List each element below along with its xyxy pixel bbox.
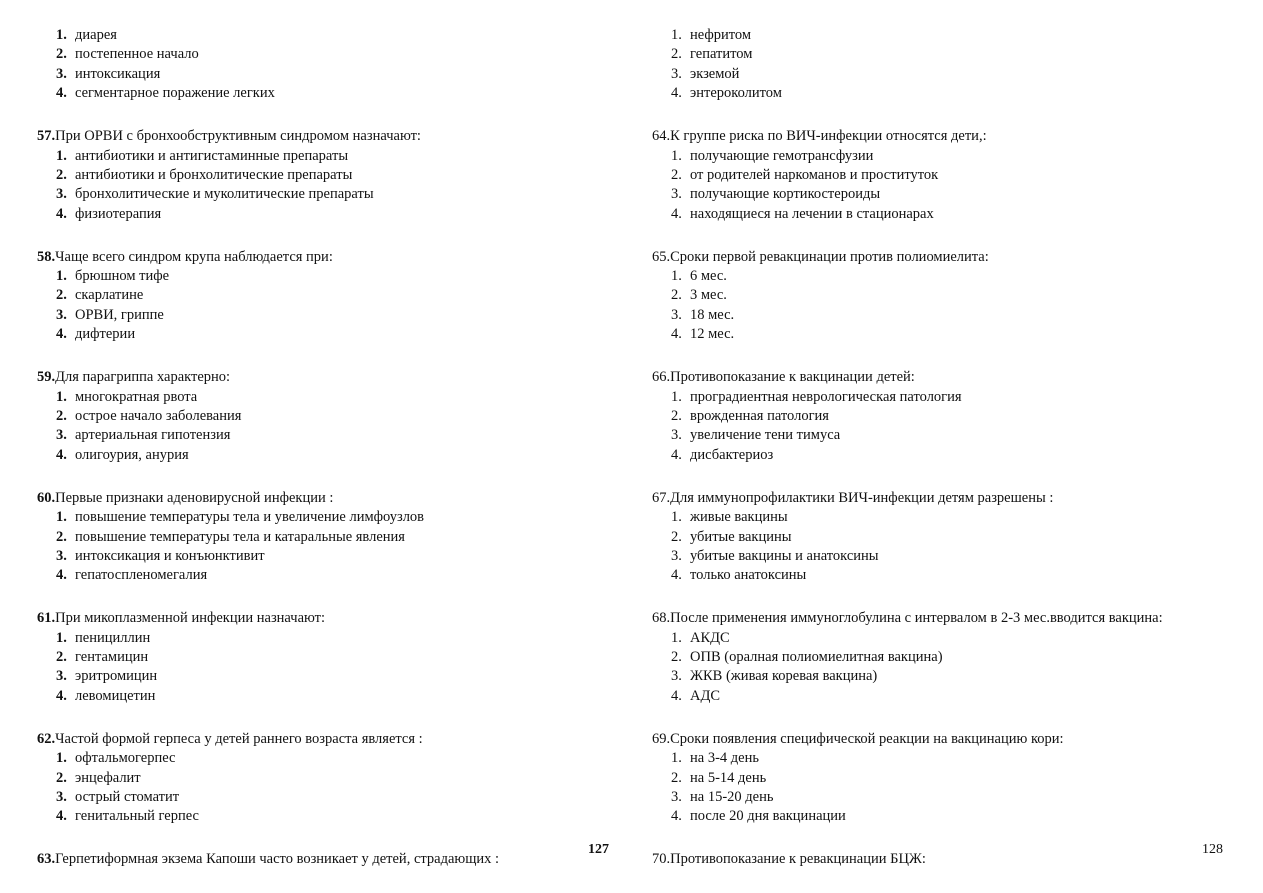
option-text: физиотерапия (75, 205, 162, 222)
option-number: 3. (671, 306, 682, 323)
option-number: 4. (671, 205, 682, 222)
option-number: 2. (56, 649, 67, 666)
question-title (37, 730, 597, 749)
option-text: гентамицин (75, 649, 149, 666)
question-number: 63. (37, 851, 56, 868)
option-text: получающие гемотрансфузии (690, 147, 874, 164)
option (56, 26, 597, 45)
option-number: 1. (56, 509, 67, 526)
option-number: 3. (671, 789, 682, 805)
option-number: 3. (56, 186, 67, 203)
question-number: 68. (652, 610, 671, 627)
option-number: 3. (671, 65, 682, 82)
question-63 (37, 850, 597, 869)
option-number: 1. (56, 750, 67, 767)
option (671, 166, 1252, 185)
option (671, 446, 1252, 465)
option-number: 2. (56, 769, 67, 786)
question-title (37, 489, 597, 508)
option-number: 3. (56, 306, 67, 323)
option-list (37, 26, 597, 104)
question-text: Частой формой герпеса у детей раннего возраста является : (55, 730, 423, 747)
option-text: 6 мес. (690, 268, 727, 285)
question-56-continuation (37, 26, 597, 104)
option-list (37, 267, 597, 345)
option-number: 4. (671, 567, 682, 584)
option-text: гепатоспленомегалия (75, 567, 208, 584)
question-text: Чаще всего синдром крупа наблюдается при: (55, 248, 333, 265)
option-text: острый стоматит (75, 789, 180, 805)
option-number: 1. (671, 268, 682, 285)
question-number: 64. (652, 128, 671, 145)
option-number: 4. (56, 205, 67, 222)
option-text: ОПВ (оралная полиомиелитная вакцина) (690, 649, 943, 666)
option (56, 65, 597, 84)
question-61 (37, 609, 597, 706)
option-text: дисбактериоз (690, 446, 774, 463)
option-text: эритромицин (75, 668, 158, 685)
option-text: дифтерии (75, 326, 136, 343)
option (56, 687, 597, 706)
question-title (37, 127, 597, 146)
question-text: При ОРВИ с бронхообструктивным синдромом назначают: (55, 128, 421, 145)
option-text: живые вакцины (690, 509, 788, 526)
option-number: 2. (671, 408, 682, 424)
option-number: 1. (56, 147, 67, 164)
question-title (652, 850, 1252, 869)
option-number: 2. (56, 287, 67, 304)
option-number: 3. (671, 547, 682, 564)
option (671, 286, 1252, 305)
option (56, 185, 597, 204)
question-title (652, 248, 1252, 267)
option-text: 12 мес. (690, 326, 735, 343)
option-text: находящиеся на лечении в стационарах (690, 205, 934, 222)
question-number: 60. (37, 489, 56, 506)
option-number: 1. (56, 629, 67, 646)
option-list (652, 26, 1252, 104)
option-text: антибиотики и бронхолитические препараты (75, 166, 353, 183)
option-text: острое начало заболевания (75, 408, 242, 424)
option-text: после 20 дня вакцинации (690, 808, 846, 825)
option-number: 4. (56, 687, 67, 704)
option (671, 667, 1252, 686)
option (671, 629, 1252, 648)
question-title (37, 850, 597, 869)
option (671, 426, 1252, 445)
question-title (37, 248, 597, 267)
option-number: 4. (56, 567, 67, 584)
question-66 (652, 368, 1252, 465)
page-number-left: 127 (588, 842, 609, 857)
option-text: врожденная патология (690, 408, 829, 424)
right-page (652, 26, 1252, 893)
option-text: увеличение тени тимуса (690, 427, 841, 444)
page-number-right: 128 (1202, 842, 1223, 857)
option-text: диарея (75, 27, 117, 43)
option-text: на 5-14 день (690, 769, 767, 786)
option-text: скарлатине (75, 287, 144, 304)
option-number: 4. (671, 85, 682, 102)
question-58 (37, 248, 597, 345)
option-text: офтальмогерпес (75, 750, 176, 767)
option-number: 1. (671, 147, 682, 164)
option (56, 769, 597, 788)
option-number: 1. (671, 750, 682, 767)
option-text: артериальная гипотензия (75, 427, 231, 444)
option (56, 508, 597, 527)
option-number: 3. (56, 427, 67, 444)
option-text: брюшном тифе (75, 268, 170, 285)
option-list (37, 147, 597, 225)
option-number: 4. (671, 687, 682, 704)
option-text: интоксикация и конъюнктивит (75, 547, 265, 564)
option-list (652, 388, 1252, 466)
question-number: 61. (37, 610, 56, 627)
option-number: 1. (671, 629, 682, 646)
option-number: 3. (671, 186, 682, 203)
option-text: энтероколитом (690, 85, 782, 102)
question-number: 57. (37, 128, 56, 145)
question-number: 59. (37, 369, 56, 386)
question-59 (37, 368, 597, 465)
option (56, 205, 597, 224)
option-list (652, 749, 1252, 827)
option-list (37, 749, 597, 827)
question-70 (652, 850, 1252, 869)
option (56, 407, 597, 426)
option (56, 286, 597, 305)
option (56, 446, 597, 465)
option-number: 4. (671, 446, 682, 463)
option-number: 2. (671, 287, 682, 304)
option (671, 407, 1252, 426)
option-number: 4. (671, 808, 682, 825)
question-text: После применения иммуноглобулина с интервалом в 2-3 мес.вводится вакцина: (670, 610, 1163, 627)
option-text: гепатитом (690, 46, 753, 63)
option (56, 45, 597, 64)
option-text: убитые вакцины и анатоксины (690, 547, 879, 564)
option-number: 4. (56, 446, 67, 463)
question-number: 69. (652, 730, 671, 747)
option-number: 4. (671, 326, 682, 343)
option-list (652, 508, 1252, 586)
option (56, 547, 597, 566)
option-number: 1. (671, 27, 682, 43)
option (671, 26, 1252, 45)
option (671, 508, 1252, 527)
option-number: 2. (56, 408, 67, 424)
option-number: 2. (671, 528, 682, 545)
question-62 (37, 730, 597, 827)
question-text: Сроки появления специфической реакции на вакцинацию кори: (670, 730, 1064, 747)
option (671, 325, 1252, 344)
option-text: повышение температуры тела и катаральные явления (75, 528, 405, 545)
option-text: экземой (690, 65, 740, 82)
option-text: проградиентная неврологическая патология (690, 388, 962, 405)
option (671, 566, 1252, 585)
option (671, 788, 1252, 807)
question-number: 58. (37, 248, 56, 265)
option (56, 648, 597, 667)
question-57 (37, 127, 597, 224)
option-number: 3. (671, 427, 682, 444)
option (56, 629, 597, 648)
option-number: 1. (56, 27, 67, 43)
option-text: 18 мес. (690, 306, 735, 323)
question-text: Противопоказание к ревакцинации БЦЖ: (670, 851, 926, 868)
option-number: 2. (671, 166, 682, 183)
question-text: Сроки первой ревакцинации против полиомиелита: (670, 248, 989, 265)
option-number: 3. (56, 789, 67, 805)
option-text: нефритом (690, 27, 752, 43)
option-number: 2. (671, 46, 682, 63)
question-65 (652, 248, 1252, 345)
option-list (652, 147, 1252, 225)
option (671, 528, 1252, 547)
option-text: олигоурия, анурия (75, 446, 189, 463)
question-title (37, 609, 597, 628)
option-list (37, 629, 597, 707)
question-69 (652, 730, 1252, 827)
option-number: 4. (56, 326, 67, 343)
option-number: 3. (671, 668, 682, 685)
question-title (652, 489, 1252, 508)
question-text: Противопоказание к вакцинации детей: (670, 369, 915, 386)
option (671, 388, 1252, 407)
option (671, 185, 1252, 204)
question-title (37, 368, 597, 387)
option-number: 1. (56, 388, 67, 405)
option-text: бронхолитические и муколитические препараты (75, 186, 374, 203)
question-title (652, 127, 1252, 146)
option (56, 267, 597, 286)
question-68 (652, 609, 1252, 706)
option (671, 306, 1252, 325)
option-number: 2. (56, 166, 67, 183)
option-text: многократная рвота (75, 388, 198, 405)
option-text: ЖКВ (живая коревая вакцина) (690, 668, 878, 685)
option-text: левомицетин (75, 687, 156, 704)
question-text: При микоплазменной инфекции назначают: (55, 610, 326, 627)
question-text: Герпетиформная экзема Капоши часто возникает у детей, страдающих : (55, 851, 500, 868)
option-number: 1. (56, 268, 67, 285)
option-text: получающие кортикостероиды (690, 186, 881, 203)
question-64 (652, 127, 1252, 224)
question-title (652, 609, 1252, 628)
question-60 (37, 489, 597, 586)
option-number: 1. (671, 388, 682, 405)
option (56, 807, 597, 826)
option-text: убитые вакцины (690, 528, 792, 545)
option-number: 4. (56, 808, 67, 825)
option-text: повышение температуры тела и увеличение лимфоузлов (75, 509, 425, 526)
option (56, 306, 597, 325)
question-number: 62. (37, 730, 56, 747)
option-text: постепенное начало (75, 46, 199, 63)
option-text: 3 мес. (690, 287, 727, 304)
option-text: антибиотики и антигистаминные препараты (75, 147, 349, 164)
option (56, 749, 597, 768)
option (671, 687, 1252, 706)
option (671, 84, 1252, 103)
option-number: 2. (56, 528, 67, 545)
option (56, 147, 597, 166)
option (56, 667, 597, 686)
option-number: 3. (56, 547, 67, 564)
option-number: 1. (671, 509, 682, 526)
option (671, 749, 1252, 768)
option-text: энцефалит (75, 769, 141, 786)
option-number: 2. (56, 46, 67, 63)
option-list (37, 388, 597, 466)
option-list (37, 508, 597, 586)
option-text: генитальный герпес (75, 808, 199, 825)
option (671, 769, 1252, 788)
option-text: от родителей наркоманов и проституток (690, 166, 939, 183)
option (56, 325, 597, 344)
question-number: 66. (652, 369, 671, 386)
option (671, 648, 1252, 667)
option-number: 2. (671, 769, 682, 786)
option-number: 3. (56, 668, 67, 685)
option (56, 566, 597, 585)
option (671, 205, 1252, 224)
option (671, 147, 1252, 166)
option (56, 528, 597, 547)
option (671, 45, 1252, 64)
left-page (37, 26, 597, 893)
option (671, 65, 1252, 84)
option (56, 788, 597, 807)
question-text: Для парагриппа характерно: (55, 369, 231, 386)
option-text: пенициллин (75, 629, 151, 646)
option-text: на 15-20 день (690, 789, 774, 805)
option-list (652, 267, 1252, 345)
option (56, 84, 597, 103)
question-title (652, 368, 1252, 387)
option-text: только анатоксины (690, 567, 807, 584)
option (671, 267, 1252, 286)
question-text: Первые признаки аденовирусной инфекции : (55, 489, 334, 506)
question-text: К группе риска по ВИЧ-инфекции относятся дети,: (670, 128, 987, 145)
option-text: интоксикация (75, 65, 161, 82)
option-list (652, 629, 1252, 707)
option-text: сегментарное поражение легких (75, 85, 275, 102)
option (671, 807, 1252, 826)
question-number: 67. (652, 489, 671, 506)
option-text: на 3-4 день (690, 750, 759, 767)
option-text: ОРВИ, гриппе (75, 306, 164, 323)
option (56, 166, 597, 185)
option-number: 2. (671, 649, 682, 666)
question-67 (652, 489, 1252, 586)
question-text: Для иммунопрофилактики ВИЧ-инфекции детям разрешены : (670, 489, 1054, 506)
option-text: АКДС (690, 629, 730, 646)
option (56, 426, 597, 445)
option (56, 388, 597, 407)
question-number: 70. (652, 851, 671, 868)
option-number: 4. (56, 85, 67, 102)
option-number: 3. (56, 65, 67, 82)
question-63-continuation (652, 26, 1252, 104)
question-number: 65. (652, 248, 671, 265)
option-text: АДС (690, 687, 721, 704)
question-title (652, 730, 1252, 749)
option (671, 547, 1252, 566)
